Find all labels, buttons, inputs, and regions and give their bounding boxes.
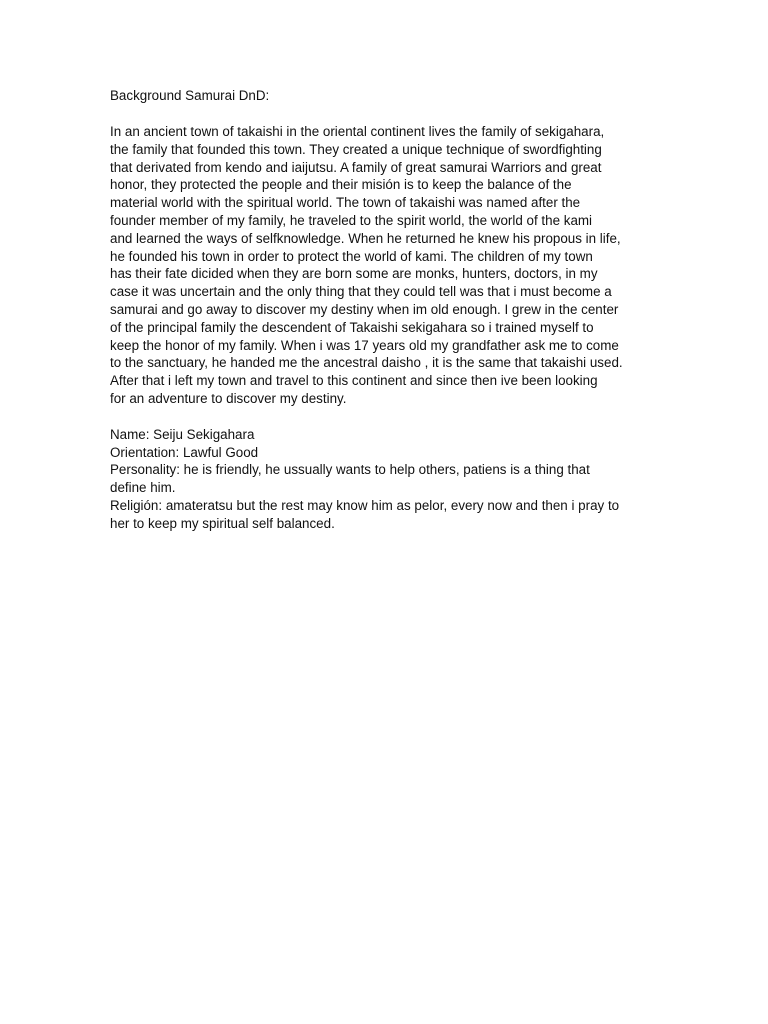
story-line: case it was uncertain and the only thing that they could tell was that i must become a	[110, 284, 612, 300]
character-personality: Personality: he is friendly, he ussually wants to help others, patiens is a thing that	[110, 462, 590, 478]
story-line: After that i left my town and travel to this continent and since then ive been looking	[110, 373, 598, 389]
story-line: of the principal family the descendent of Takaishi sekigahara so i trained myself to	[110, 319, 594, 335]
story-line: samurai and go away to discover my destiny when im old enough. I grew in the center	[110, 301, 619, 317]
character-name: Name: Seiju Sekigahara	[110, 426, 255, 442]
character-personality-continued: define him.	[110, 480, 176, 496]
spacer	[110, 105, 662, 123]
story-line: honor, they protected the people and their misión is to keep the balance of the	[110, 177, 572, 193]
story-line: the family that founded this town. They created a unique technique of swordfighting	[110, 141, 602, 157]
story-line: he founded his town in order to protect the world of kami. The children of my town	[110, 248, 593, 264]
story-line: for an adventure to discover my destiny.	[110, 390, 347, 406]
character-traits	[110, 426, 662, 533]
document-body	[110, 87, 662, 533]
story-line: to the sanctuary, he handed me the ancestral daisho , it is the same that takaishi used.	[110, 355, 623, 371]
story-line: In an ancient town of takaishi in the oriental continent lives the family of sekigahara,	[110, 124, 605, 139]
background-story-paragraph	[110, 123, 662, 408]
character-religion: Religión: amateratsu but the rest may know him as pelor, every now and then i pray to	[110, 497, 620, 513]
story-line: and learned the ways of selfknowledge. When he returned he knew his propous in life,	[110, 230, 621, 246]
document-title: Background Samurai DnD:	[110, 88, 270, 103]
story-line: keep the honor of my family. When i was 17 years old my grandfather ask me to come	[110, 337, 619, 353]
story-line: that derivated from kendo and iaijutsu. A family of great samurai Warriors and great	[110, 159, 602, 175]
story-line: material world with the spiritual world. The town of takaishi was named after the	[110, 195, 581, 211]
character-religion-continued: her to keep my spiritual self balanced.	[110, 515, 335, 531]
story-line: has their fate dicided when they are born some are monks, hunters, doctors, in my	[110, 266, 598, 282]
story-line: founder member of my family, he traveled to the spirit world, the world of the kami	[110, 212, 593, 228]
character-orientation: Orientation: Lawful Good	[110, 444, 259, 460]
spacer	[110, 408, 662, 426]
